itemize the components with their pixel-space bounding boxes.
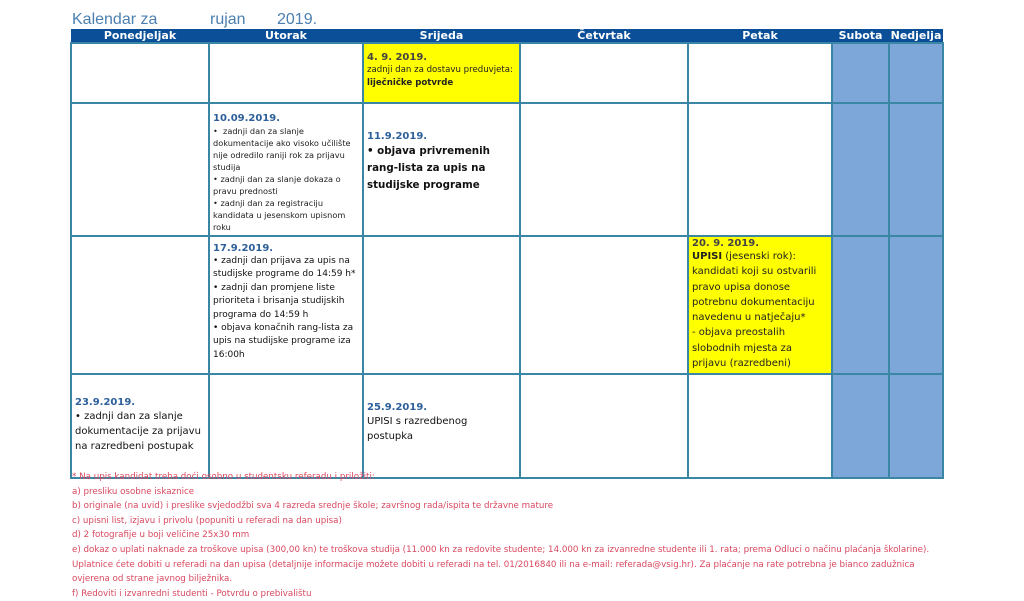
weekday-monday: Ponedjeljak <box>71 29 209 43</box>
day-cell <box>688 374 832 478</box>
day-cell <box>71 236 209 374</box>
title-month: rujan <box>210 11 246 28</box>
event-text: UPISI s razredbenog postupka <box>367 416 468 443</box>
week-row-4 <box>71 374 943 478</box>
event-item: • zadnji dan prijava za upis na studijske programe do 14:59 h* <box>213 256 356 280</box>
event-item: • zadnji dan za slanje dokumentacije za prijavu na razredbeni postupak <box>75 411 201 453</box>
event-date: 11.9.2019. <box>367 131 428 142</box>
enrollment-notes <box>72 470 929 601</box>
event-date: 20. 9. 2019. <box>692 238 760 249</box>
event-cell-sep25 <box>363 374 520 478</box>
event-date: 10.09.2019. <box>213 113 281 124</box>
event-item: • zadnji dan za slanje dokumentacije ako visoko učilište nije odredilo raniji rok za prijavu studija <box>213 126 351 172</box>
weekday-wednesday: Srijeda <box>363 29 520 43</box>
note-line: e) dokaz o uplati naknade za troškove upisa (300,00 kn) te troškova studija (11.000 kn za redovite studente; 14.000 kn za izvanredne studente ili 1. rata; prema Odluci o načinu plaćanja školarine). <box>72 544 930 555</box>
note-line: c) upisni list, izjavu i privolu (popuniti u referadi na dan upisa) <box>72 515 342 526</box>
event-text: UPISI (jesenski rok): kandidati koji su ostvarili pravo upisa donose potrebnu dokumentaciju navedenu u natječaju* <box>692 251 817 324</box>
weekend-cell <box>832 374 889 478</box>
weekend-cell <box>832 236 889 374</box>
event-item: • zadnji dan promjene liste prioriteta i brisanja studijskih programa do 14:59 h <box>213 282 345 320</box>
day-cell <box>71 43 209 103</box>
day-cell <box>688 103 832 236</box>
event-cell-sep11 <box>363 103 520 236</box>
day-cell <box>688 43 832 103</box>
event-date: 25.9.2019. <box>367 402 428 414</box>
day-cell <box>520 236 688 374</box>
event-text-bold: liječničke potvrde <box>367 78 454 88</box>
day-cell <box>209 43 363 103</box>
event-cell-sep17 <box>209 236 363 374</box>
weekend-cell <box>889 103 943 236</box>
event-cell-sep23 <box>71 374 209 478</box>
event-text-2: - objava preostalih slobodnih mjesta za prijavu (razredbeni) <box>692 327 793 370</box>
week-row-1 <box>71 43 943 103</box>
weekday-tuesday: Utorak <box>209 29 363 43</box>
note-line: d) 2 fotografije u boji veličine 25x30 mm <box>72 530 250 541</box>
day-cell <box>209 374 363 478</box>
event-text: zadnji dan za dostavu preduvjeta: <box>367 65 513 75</box>
day-cell <box>520 43 688 103</box>
weekday-friday: Petak <box>688 29 832 43</box>
day-cell <box>71 103 209 236</box>
weekend-cell <box>832 103 889 236</box>
event-cell-sep4 <box>363 43 520 103</box>
event-item: • objava konačnih rang-lista za upis na studijske programe iza 16:00h <box>213 323 354 360</box>
event-cell-sep10 <box>209 103 363 236</box>
note-line: b) originale (na uvid) i preslike svjedodžbi sva 4 razreda srednje škole; završnog rada/ispita te državne mature <box>72 501 554 512</box>
title-prefix: Kalendar za <box>72 11 158 28</box>
weekday-header-row <box>71 29 943 43</box>
note-line: * Na upis kandidat treba doći osobno u studentsku referadu i priložiti: <box>72 472 375 482</box>
day-cell <box>520 103 688 236</box>
event-date: 17.9.2019. <box>213 243 274 254</box>
weekend-cell <box>889 43 943 103</box>
weekend-cell <box>832 43 889 103</box>
week-row-3 <box>71 236 943 374</box>
calendar-grid <box>70 29 944 479</box>
weekday-sunday: Nedjelja <box>890 29 942 42</box>
event-item: • zadnji dan za slanje dokaza o pravu prednosti <box>213 174 341 196</box>
note-line: Uplatnice ćete dobiti u referadi na dan upisa (detaljnije informacije možete dobiti u referadi na tel. 01/2016840 ili na e-mail: referada@vsig.hr). Za plaćanje na rate potrebna je bianco zadužnica <box>72 559 915 570</box>
note-line: ovjerena od strane javnog bilježnika. <box>72 574 233 585</box>
event-lead: UPISI <box>692 251 723 262</box>
event-item: • zadnji dan za registraciju kandidata u jesenskom upisnom roku <box>213 198 346 232</box>
day-cell <box>520 374 688 478</box>
note-line: f) Redoviti i izvanredni studenti - Potvrdu o prebivalištu <box>72 588 312 599</box>
event-item: • objava privremenih rang-lista za upis na studijske programe <box>367 145 490 191</box>
week-row-2 <box>71 103 943 236</box>
note-line: a) presliku osobne iskaznice <box>72 486 195 497</box>
day-cell <box>363 236 520 374</box>
weekday-thursday: Četvrtak <box>520 29 688 43</box>
weekend-cell <box>889 374 943 478</box>
event-date: 23.9.2019. <box>75 397 136 409</box>
weekday-saturday: Subota <box>832 29 889 43</box>
weekend-cell <box>889 236 943 374</box>
event-cell-sep20 <box>688 236 832 374</box>
title-year: 2019. <box>277 11 318 28</box>
event-date: 4. 9. 2019. <box>367 52 428 63</box>
